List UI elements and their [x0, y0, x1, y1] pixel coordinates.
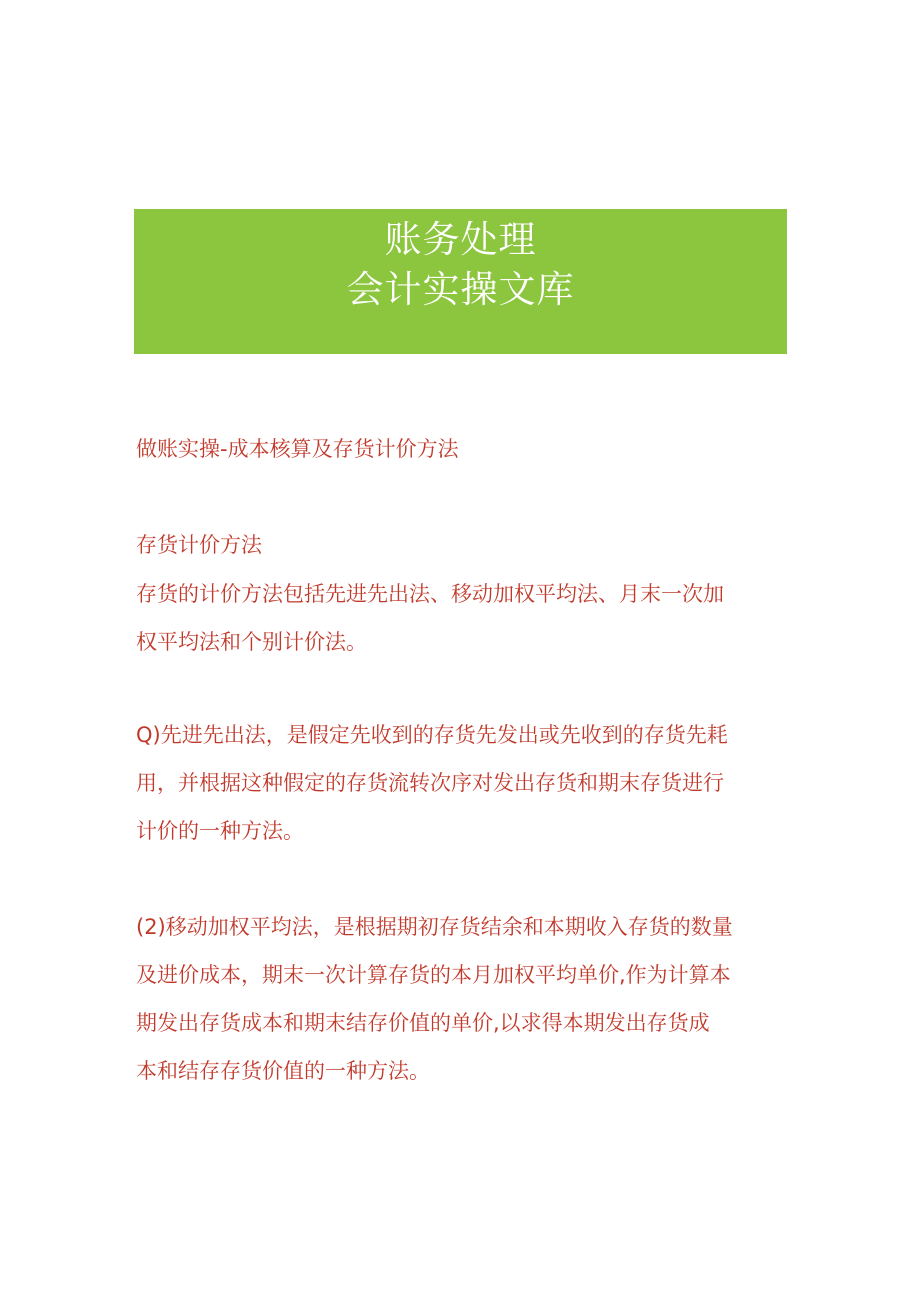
paragraph-moving-average [136, 903, 796, 1095]
document-subtitle: 做账实操-成本核算及存货计价方法 [136, 437, 459, 461]
paragraph-line: 期发出存货成本和期末结存价值的单价,以求得本期发出存货成 [136, 1011, 710, 1035]
paragraph-fifo [136, 711, 796, 855]
paragraph-line: 存货的计价方法包括先进先出法、移动加权平均法、月末一次加 [136, 582, 724, 606]
paragraph-line: (2)移动加权平均法，是根据期初存货结余和本期收入存货的数量 [136, 915, 733, 939]
banner-title-line-2: 会计实操文库 [346, 268, 575, 311]
title-banner [134, 209, 787, 354]
paragraph-line: Q)先进先出法，是假定先收到的存货先发出或先收到的存货先耗 [136, 723, 728, 747]
paragraph-line: 权平均法和个别计价法。 [136, 630, 367, 654]
paragraph-line: 及进价成本，期末一次计算存货的本月加权平均单价,作为计算本 [136, 963, 731, 987]
section-heading: 存货计价方法 [136, 533, 262, 557]
paragraph-line: 计价的一种方法。 [136, 819, 304, 843]
paragraph-line: 本和结存存货价值的一种方法。 [136, 1059, 430, 1083]
paragraph-intro [136, 570, 796, 666]
banner-title-line-1: 账务处理 [384, 218, 537, 261]
paragraph-line: 用，并根据这种假定的存货流转次序对发出存货和期末存货进行 [136, 771, 724, 795]
